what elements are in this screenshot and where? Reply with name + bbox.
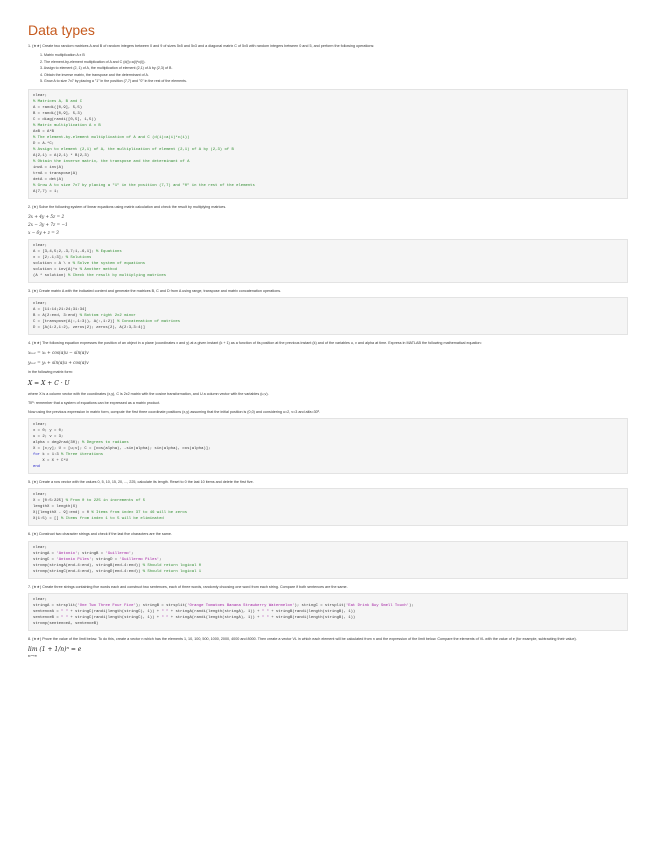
code-block-1 xyxy=(28,89,628,199)
code-comment: % Solutions xyxy=(65,255,92,260)
code-token: clear; xyxy=(33,302,48,307)
code-comment: % Items from index 1 to 5 will be eliminated xyxy=(61,517,164,522)
code-token: ); stringB = strsplit( xyxy=(135,603,188,608)
question-2-text: 2. (★) Solve the following system of linear equations using matrix calculation and check the result by multiplying matrices. xyxy=(28,204,227,209)
matrix-equation: X = X + C · U xyxy=(28,379,70,387)
code-block-2 xyxy=(28,239,628,283)
code-comment: % Three iterations xyxy=(61,453,104,458)
code-comment: % Should return logical 0 xyxy=(142,563,202,568)
code-comment: % Assign to element (2,1) of A, the multiplication of element (2,1) of A by (2,3) of B xyxy=(33,147,234,152)
code-comment: % Equations xyxy=(96,249,122,254)
code-line xyxy=(33,569,623,575)
code-token: lengthX = length(X) xyxy=(33,505,78,510)
code-block-6 xyxy=(28,541,628,579)
code-token: alpha = deg2rad(30); xyxy=(33,441,83,446)
code-token: solution = inv(A)*x xyxy=(33,267,80,272)
code-token: C = diag(randi([0,5], 1,5)) xyxy=(33,117,97,122)
code-keyword: end xyxy=(33,465,41,470)
code-string: 'Guillermo Piles' xyxy=(119,557,160,562)
question-8-text: 8. (★★) Prove the value of the limit below. To do this, create a vector n which has the elements 1, 10, 100, 500, 1000, 2000, 4000 and 8000. Then create a vector VL in which each element will be calculated from n and the expression of the limit below. Compare the elements of VL with the value of e (for example, subtracting their value). xyxy=(28,636,577,641)
code-token: detA = det(A) xyxy=(33,177,64,182)
code-comment: % Another method xyxy=(79,267,118,272)
equation-y: yₖ₊₁ = yₖ + sin(α)u + cos(α)v xyxy=(28,360,89,366)
code-token: strcmp(sentenceA, sentenceB) xyxy=(33,621,99,626)
code-comment: % Grow A to size 7x7 by placing a "1" in the position (7,7) and "0" in the rest of the elements xyxy=(33,183,255,188)
code-line xyxy=(33,325,623,331)
equation-line: 3x + 4y + 5z = 2 xyxy=(28,213,65,219)
code-token: k = 1:3 xyxy=(40,453,62,458)
code-comment: % The element-by-element multiplication of A and C (d(i)=a(i)*c(i)) xyxy=(33,135,190,140)
code-string: " " xyxy=(61,609,69,614)
code-string: 'Guillermo' xyxy=(105,551,132,556)
code-token: clear; xyxy=(33,545,48,550)
code-token: + stringB(randi(length(stringB), 1)) xyxy=(268,615,356,620)
code-token: stringC = xyxy=(33,557,57,562)
code-token: A(2,1) = A(2,1) * B(2,3) xyxy=(33,153,90,158)
question-5-text: 5. (★) Create a row vector with the values 0, 5, 10, 15, 20, ..., 225, calculate its length. Reset to 0 the last 10 items and delete the first five. xyxy=(28,480,254,485)
code-token: clear; xyxy=(33,243,48,248)
code-token: D = [A(1:2,1:2), zeros(2); zeros(2), A(2:3,3:4)] xyxy=(33,326,146,331)
code-token: stringA = strsplit( xyxy=(33,603,78,608)
code-string: 'One Two Three Four Five' xyxy=(77,603,136,608)
code-comment: % Check the result by multiplying matrices xyxy=(68,273,167,278)
equation-line: x − 6y + z = 3 xyxy=(28,229,59,235)
question-7-text: 7. (★★) Create three strings containing five words each and construct two sentences, each of three words, randomly choosing one word from each string. Compare if both sentences are the same. xyxy=(28,584,348,589)
code-string: " " xyxy=(261,615,269,620)
code-token: solution = A \ x xyxy=(33,261,73,266)
code-block-4 xyxy=(28,418,628,474)
code-token: ); xyxy=(408,603,414,608)
code-token: clear; xyxy=(33,493,48,498)
code-token: clear; xyxy=(33,93,48,98)
code-token: D = A.*C; xyxy=(33,141,55,146)
code-token: + stringA(randi(length(stringA), 1)) + xyxy=(168,615,262,620)
code-token: clear; xyxy=(33,423,48,428)
code-token: A(7,7) = 1; xyxy=(33,189,59,194)
code-line xyxy=(33,189,623,195)
code-line xyxy=(33,464,623,470)
code-string: 'Orange Tomatoes Banana Strawberry Watermelon' xyxy=(187,603,295,608)
code-token: X(1:5) = [] xyxy=(33,517,62,522)
equation-line: 2x − 3y + 7z = −1 xyxy=(28,221,68,227)
code-block-7 xyxy=(28,593,628,631)
code-token: stringA = xyxy=(33,551,57,556)
question-1-text: 1. (★★) Create two random matrices A and B of random integers between 0 and 9 of sizes 5x5 and 5x3 and a diagonal matrix C of 5x5 with random integers between 0 and 5, and perform the following operations: xyxy=(28,44,375,48)
list-item: 1. Matrix multiplication A x B xyxy=(40,53,85,58)
question-4-text-2: in the following matrix form: xyxy=(28,370,73,375)
code-token: sentenceA = xyxy=(33,609,62,614)
code-comment: % Concatenation of matrices xyxy=(117,320,181,325)
code-token: X([lengthX - 9]:end) = 0 xyxy=(33,511,92,516)
code-comment: % Should return logical 1 xyxy=(142,569,202,574)
code-comment: % Bottom right 2x2 minor xyxy=(79,314,136,319)
limit-equation xyxy=(28,645,628,658)
code-string: 'Eat Drink Buy Smell Touch' xyxy=(345,603,409,608)
question-4-text-5: Now using the previous expression in matrix form, compute the first three coordinate positions (x,y) assuming that the initial position is (0,0) and considering u=2, v=3 and alfa=30º. xyxy=(28,409,321,414)
page-title: Data types xyxy=(28,22,95,38)
code-comment: % Obtain the inverse matrix, the transpose and the determinant of A xyxy=(33,159,190,164)
code-token: invA = inv(A) xyxy=(33,165,64,170)
code-token: strcmp(stringA(end-4:end), stringB(end-4:end)) xyxy=(33,563,143,568)
code-token: x = 0; y = 0; xyxy=(33,429,64,434)
code-string: " " xyxy=(61,615,69,620)
code-line xyxy=(33,621,623,627)
code-token: strcmp(stringC(end-4:end), stringD(end-4:end)) xyxy=(33,569,143,574)
code-token: + stringC(randi(length(stringC), 1)) + xyxy=(68,609,162,614)
list-item: 5. Grow A to size 7x7 by placing a "1" in the position (7,7) and "0" in the rest of the elements. xyxy=(40,79,187,84)
question-6-text: 6. (★) Construct two character strings and check if the last five characters are the same. xyxy=(28,532,172,537)
code-token: B = A(2:end, 3:end) xyxy=(33,314,80,319)
code-string: 'Antonio Piles' xyxy=(56,557,92,562)
code-token: X = X + C*U xyxy=(33,459,69,464)
code-line xyxy=(33,273,623,279)
question-4-tip: TIP: remember that a system of equations can be expressed as a matrix product. xyxy=(28,400,161,405)
limit-subscript: n→∞ xyxy=(28,652,38,658)
code-token: + stringA(randi(length(stringA), 1)) + xyxy=(168,609,262,614)
code-string: " " xyxy=(161,615,169,620)
list-item: 2. The element-by-element multiplication of A and C (d(i)=a(i)*c(i)). xyxy=(40,59,146,64)
list-item: 4. Obtain the inverse matrix, the transpose and the determinant of A. xyxy=(40,72,149,77)
code-token: ; xyxy=(159,557,162,562)
code-token: sentenceB = xyxy=(33,615,62,620)
question-3-text: 3. (★) Create matrix A with the indicated content and generate the matrices B, C and D from A using range, transpose and matrix concatenation operations. xyxy=(28,288,282,293)
code-string: " " xyxy=(161,609,169,614)
code-token: B = randi([0,9], 5,3) xyxy=(33,111,83,116)
code-string: 'Antonio' xyxy=(56,551,78,556)
code-token: C = [transpose(A(:,1:3)), A(:,1:2)] xyxy=(33,320,118,325)
code-token: ; stringD = xyxy=(91,557,120,562)
code-comment: % From 0 to 225 in increments of 5 xyxy=(65,499,146,504)
code-comment: % Items from index 37 to 46 will be zeros xyxy=(91,511,188,516)
code-block-3 xyxy=(28,297,628,335)
equation-system xyxy=(28,213,628,237)
code-string: " " xyxy=(261,609,269,614)
document-page xyxy=(28,22,628,660)
code-token: (A * solution) xyxy=(33,273,69,278)
code-comment: % Solve the system of equations xyxy=(72,261,146,266)
code-comment: % Matrices A, B and C xyxy=(33,99,83,104)
code-token: X = [0:5:225] xyxy=(33,499,66,504)
limit-expression: lim (1 + 1/n)ⁿ = e xyxy=(28,645,82,653)
code-keyword: for xyxy=(33,453,41,458)
code-line xyxy=(33,516,623,522)
code-token: + stringC(randi(length(stringC), 1)) + xyxy=(68,615,162,620)
question-1-list xyxy=(40,52,628,85)
code-comment: % Degrees to radians xyxy=(82,441,129,446)
code-token: x = [2;-1;3]; xyxy=(33,255,66,260)
question-4-text: 4. (★★) The following equation expresses the position of an object in a plane (coordinates x and y) at a given instant (k + 1) as a function of its position at the previous instant (k) and of the variables u, v and alpha at time. Express in MATLAB the following mathematical equation: xyxy=(28,341,482,346)
code-token: A = [11:14;21:24;31:34] xyxy=(33,308,87,313)
code-token: u = 2; v = 3; xyxy=(33,435,64,440)
code-token: A = [3,4,5;2,-3,7;1,-6,1]; xyxy=(33,249,97,254)
code-token: X = [x;y]; U = [u;v]; C = [cos(alpha), -sin(alpha); sin(alpha), cos(alpha)]; xyxy=(33,447,211,452)
code-token: clear; xyxy=(33,597,48,602)
code-block-5 xyxy=(28,488,628,526)
code-token: A = randi([0,9], 5,5) xyxy=(33,105,83,110)
code-token: ); stringC = strsplit( xyxy=(294,603,346,608)
equation-x: xₖ₊₁ = xₖ + cos(α)u − sin(α)v xyxy=(28,350,89,356)
code-token: trnA = transpose(A) xyxy=(33,171,78,176)
code-token: AxB = A*B xyxy=(33,129,55,134)
question-4-text-3: where X is a column vector with the coordinates (x,y), C is 2x2 matrix with the cosine transformation, and U a column vector with the variables (u,v). xyxy=(28,391,269,396)
list-item: 3. Assign to element (2, 1) of A, the multiplication of element (2,1) of A by (2,3) of B. xyxy=(40,66,173,71)
code-comment: % Matrix multiplication A x B xyxy=(33,123,101,128)
code-token: + stringB(randi(length(stringB), 1)) xyxy=(268,609,356,614)
code-token: ; stringB = xyxy=(77,551,106,556)
code-token: ; xyxy=(131,551,134,556)
